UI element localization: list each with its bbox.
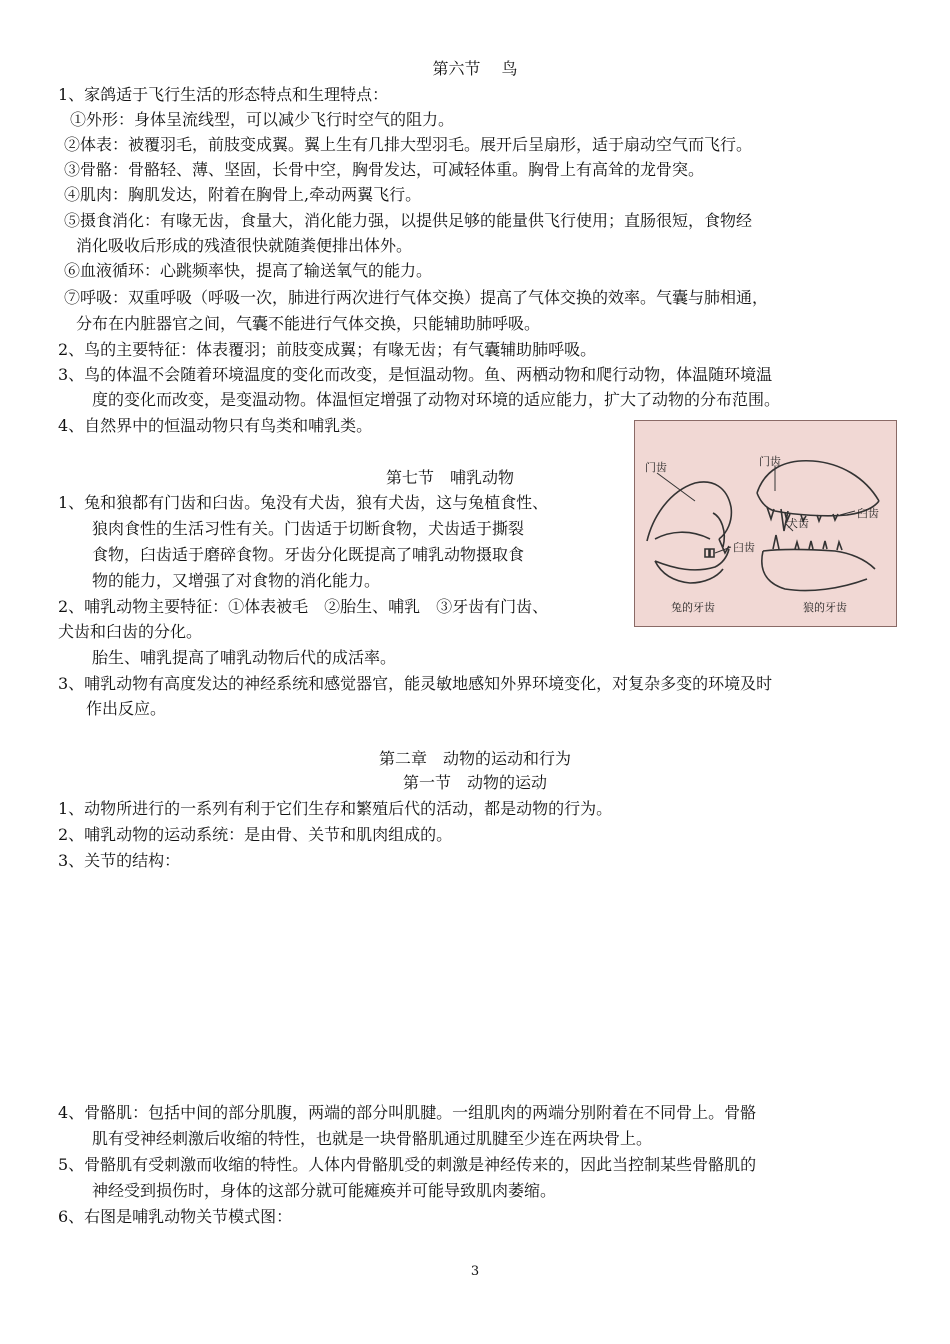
chapter-title: 第二章 动物的运动和行为 [378, 749, 571, 768]
teeth-drawing [635, 421, 896, 626]
text-line: 神经受到损伤时，身体的这部分就可能瘫痪并可能导致肌肉萎缩。 [92, 1181, 557, 1200]
figure-label: 门齿 [645, 461, 667, 474]
text-line: ③骨骼：骨骼轻、薄、坚固，长骨中空，胸骨发达，可减轻体重。胸骨上有高耸的龙骨突。 [64, 160, 705, 179]
text-line: 5、骨骼肌有受刺激而收缩的特性。人体内骨骼肌受的刺激是神经传来的，因此当控制某些骨骼肌的 [58, 1155, 757, 1174]
text-line: 2、哺乳动物主要特征：①体表被毛 ②胎生、哺乳 ③牙齿有门齿、 [58, 597, 549, 616]
text-line: 度的变化而改变，是变温动物。体温恒定增强了动物对环境的适应能力，扩大了动物的分布范围。 [92, 390, 781, 409]
text-line: 3、哺乳动物有高度发达的神经系统和感觉器官，能灵敏地感知外界环境变化，对复杂多变的环境及时 [58, 674, 773, 693]
text-line: ②体表：被覆羽毛，前肢变成翼。翼上生有几排大型羽毛。展开后呈扇形，适于扇动空气而飞行。 [64, 135, 753, 154]
text-line: 作出反应。 [86, 699, 167, 718]
text-line: 2、哺乳动物的运动系统：是由骨、关节和肌肉组成的。 [58, 825, 453, 844]
text-line: 2、鸟的主要特征：体表覆羽；前肢变成翼；有喙无齿；有气囊辅助肺呼吸。 [58, 340, 597, 359]
text-line: 分布在内脏器官之间，气囊不能进行气体交换，只能辅助肺呼吸。 [76, 314, 541, 333]
label-leader-lines [657, 466, 855, 553]
text-line: 6、右图是哺乳动物关节模式图： [58, 1207, 293, 1226]
text-line: ⑥血液循环：心跳频率快，提高了输送氧气的能力。 [64, 261, 433, 280]
text-line: 4、自然界中的恒温动物只有鸟类和哺乳类。 [58, 416, 373, 435]
section-title-birds: 第六节 鸟 [432, 59, 518, 78]
page-number: 3 [470, 1264, 480, 1279]
text-line: 1、兔和狼都有门齿和臼齿。兔没有犬齿，狼有犬齿，这与兔植食性、 [58, 493, 549, 512]
text-line: 物的能力，又增强了对食物的消化能力。 [92, 571, 381, 590]
text-line: 1、动物所进行的一系列有利于它们生存和繁殖后代的活动，都是动物的行为。 [58, 799, 613, 818]
section-title-mammals: 第七节 哺乳动物 [386, 468, 515, 487]
text-line: ⑤摄食消化：有喙无齿，食量大，消化能力强，以提供足够的能量供飞行使用；直肠很短，食物经 [64, 211, 753, 230]
text-line: ④肌肉：胸肌发达，附着在胸骨上,牵动两翼飞行。 [64, 185, 422, 204]
figure-caption-wolf: 狼的牙齿 [803, 601, 847, 614]
teeth-illustration [634, 420, 897, 627]
text-line: 3、关节的结构： [58, 851, 181, 870]
text-line: 肌有受神经刺激后收缩的特性，也就是一块骨骼肌通过肌腱至少连在两块骨上。 [92, 1129, 653, 1148]
text-line: ①外形：身体呈流线型，可以减少飞行时空气的阻力。 [70, 110, 455, 129]
text-line: 食物，臼齿适于磨碎食物。牙齿分化既提高了哺乳动物摄取食 [92, 545, 525, 564]
text-line: 消化吸收后形成的残渣很快就随粪便排出体外。 [76, 236, 413, 255]
text-line: 4、骨骼肌：包括中间的部分肌腹，两端的部分叫肌腱。一组肌肉的两端分别附着在不同骨上。骨骼 [58, 1103, 757, 1122]
text-line: 狼肉食性的生活习性有关。门齿适于切断食物，犬齿适于撕裂 [92, 519, 525, 538]
text-line: 3、鸟的体温不会随着环境温度的变化而改变，是恒温动物。鱼、两栖动物和爬行动物，体温随环境温 [58, 365, 773, 384]
figure-label: 门齿 [759, 455, 781, 468]
figure-label: 犬齿 [787, 517, 809, 530]
text-line: 犬齿和臼齿的分化。 [58, 622, 203, 641]
figure-caption-rabbit: 兔的牙齿 [671, 601, 715, 614]
text-line: 1、家鸽适于飞行生活的形态特点和生理特点： [58, 85, 389, 104]
figure-label: 臼齿 [733, 541, 755, 554]
figure-label: 臼齿 [857, 507, 879, 520]
section-title-movement: 第一节 动物的运动 [402, 773, 547, 792]
text-line: ⑦呼吸：双重呼吸（呼吸一次，肺进行两次进行气体交换）提高了气体交换的效率。气囊与肺相通， [64, 288, 769, 307]
text-line: 胎生、哺乳提高了哺乳动物后代的成活率。 [92, 648, 397, 667]
